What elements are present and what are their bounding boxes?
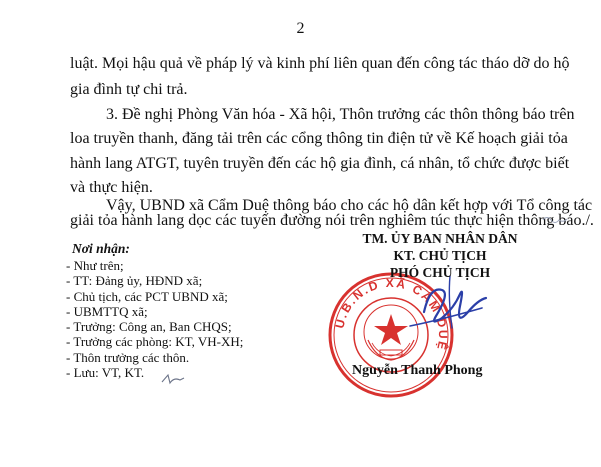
body-line: 3. Đề nghị Phòng Văn hóa - Xã hội, Thôn trưởng các thôn thông báo trên [106,106,575,123]
handwritten-mark-icon [542,214,568,226]
recipient-item: - Thôn trưởng các thôn. [66,349,190,365]
recipient-item: - Lưu: VT, KT. [66,365,145,381]
page-number: 2 [296,20,305,37]
recipients-list [66,258,243,380]
signature-role: KT. CHỦ TỊCH [393,248,487,263]
recipient-item: - Trưởng: Công an, Ban CHQS; [66,319,232,335]
recipient-item: - TT: Đảng ủy, HĐND xã; [66,273,203,289]
body-line: giải tỏa hành lang dọc các tuyến đường nói trên nghiêm túc thực hiện thông báo./. [70,212,594,229]
recipient-item: - Như trên; [66,258,124,273]
recipient-item: - Trưởng các phòng: KT, VH-XH; [66,334,244,350]
signature-title: PHÓ CHỦ TỊCH [389,265,491,280]
signature-org: TM. ỦY BAN NHÂN DÂN [362,231,518,246]
recipients-title: Nơi nhận: [72,241,130,256]
recipient-item: - Chủ tịch, các PCT UBND xã; [66,288,228,304]
body-line: và thực hiện. [70,179,153,196]
stamp-text: U.B.N.D XÃ CẨM DUỆ [332,275,451,353]
signer-name: Nguyễn Thanh Phong [352,363,483,378]
body-line: luật. Mọi hậu quả về pháp lý và kinh phí liên quan đến công tác tháo dỡ do hộ [70,55,570,72]
recipient-item: - UBMTTQ xã; [66,303,148,319]
signature-block [340,230,540,281]
body-line: loa truyền thanh, đăng tải trên các cổng thông tin điện tử về Kế hoạch giải tỏa [70,130,568,147]
body-line: hành lang ATGT, tuyên truyền đến các hộ gia đình, cá nhân, tổ chức được biết [70,155,570,172]
body-line: gia đình tự chi trả. [70,81,188,98]
initials-icon [160,372,186,386]
body-line: Vậy, UBND xã Cẩm Duệ thông báo cho các hộ dân kết hợp với Tổ công tác [106,197,593,214]
